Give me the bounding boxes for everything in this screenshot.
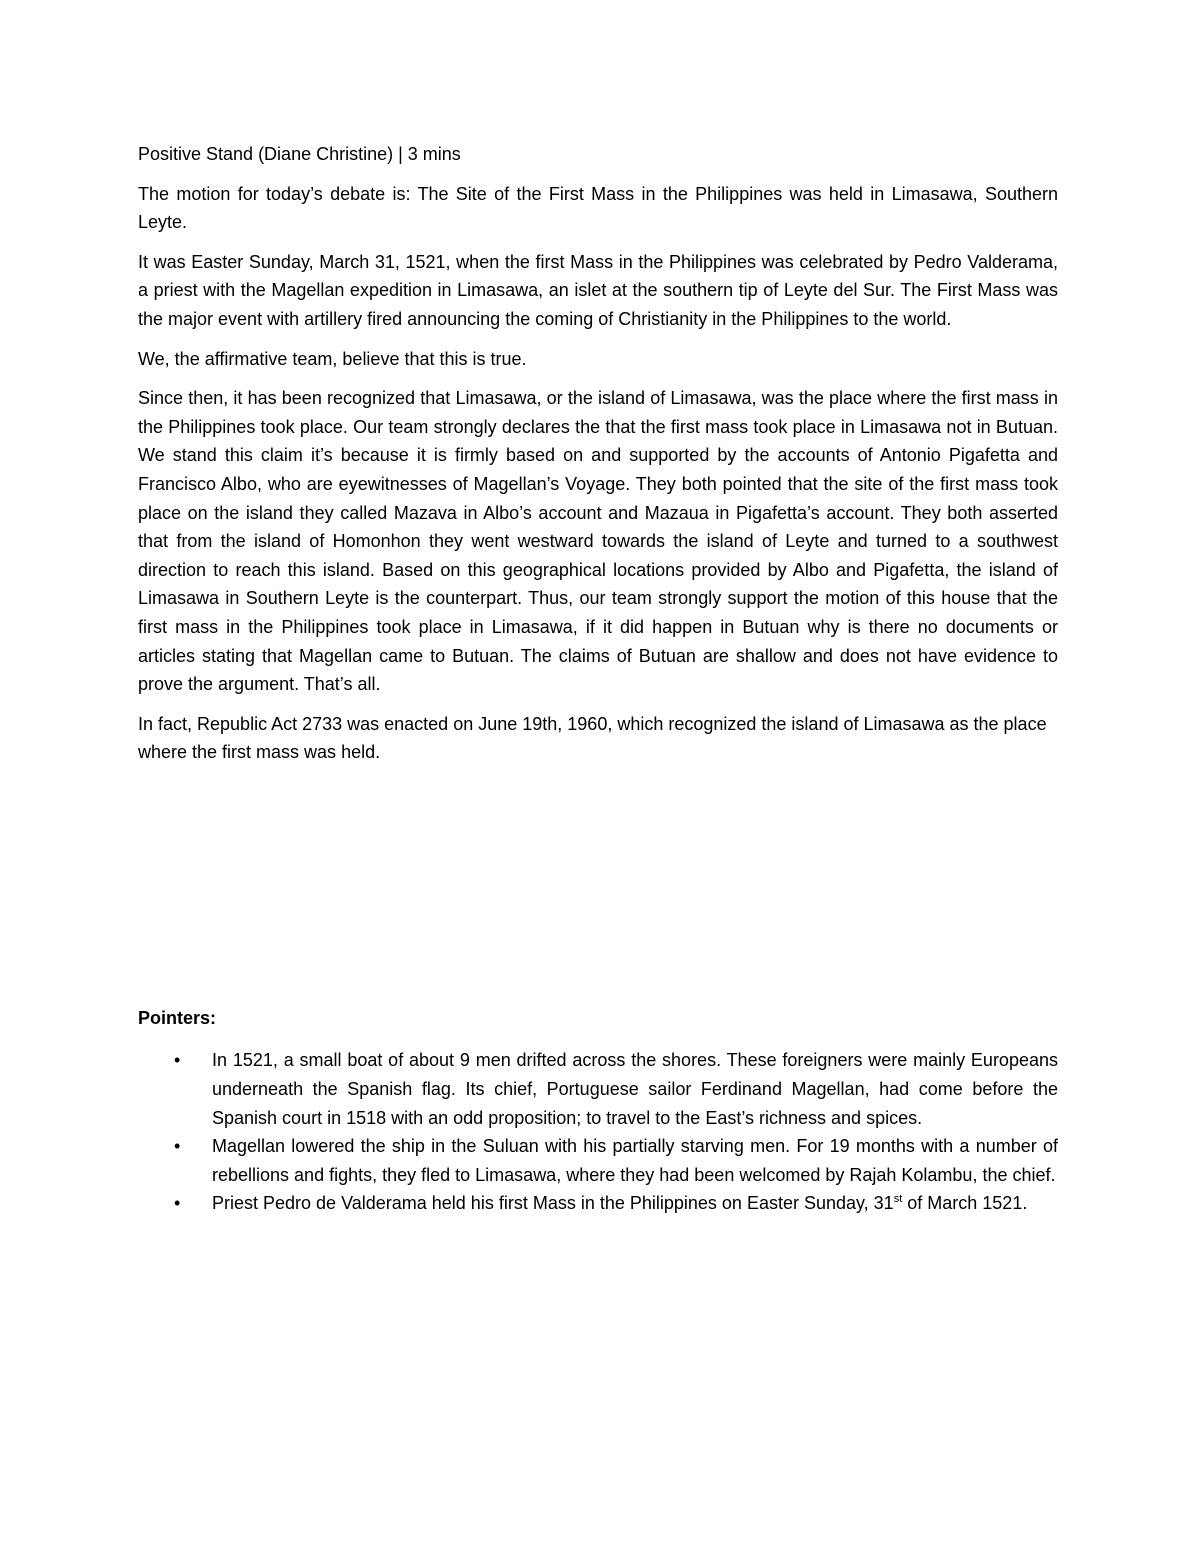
pointers-title: Pointers:	[138, 1007, 217, 1028]
paragraph-affirmative: We, the affirmative team, believe that this is true.	[138, 348, 527, 369]
paragraph-motion: The motion for today’s debate is: The Site of the First Mass in the Philippines was held in Limasawa, Southern Leyte.	[138, 183, 1058, 233]
pointer-text	[212, 1193, 1027, 1213]
list-item	[138, 1046, 1058, 1132]
ordinal-superscript: st	[893, 1193, 903, 1206]
pointer-text: In 1521, a small boat of about 9 men drifted across the shores. These foreigners were mainly Europeans underneath the Spanish flag. Its chief, Portuguese sailor Ferdinand Magellan, had come before the Spanish court in 1518 with an odd proposition; to travel to the East’s richness and spices.	[212, 1050, 1058, 1128]
paragraph-argument: Since then, it has been recognized that Limasawa, or the island of Limasawa, was the place where the first mass in the Philippines took place. Our team strongly declares the that the first mass took place in Limasawa not in Butuan. We stand this claim it’s because it is firmly based on and supported by the accounts of Antonio Pigafetta and Francisco Albo, who are eyewitnesses of Magellan’s Voyage. They both pointed that the site of the first mass took place on the island they called Mazava in Albo’s account and Mazaua in Pigafetta’s account. They both asserted that from the island of Homonhon they went westward towards the island of Leyte and turned to a southwest direction to reach this island. Based on this geographical locations provided by Albo and Pigafetta, the island of Limasawa in Southern Leyte is the counterpart. Thus, our team strongly support the motion of this house that the first mass in the Philippines took place in Limasawa, if it did happen in Butuan why is there no documents or articles stating that Magellan came to Butuan. The claims of Butuan are shallow and does not have evidence to prove the argument. That’s all.	[138, 388, 1058, 695]
pointer-text-after: of March 1521.	[902, 1193, 1028, 1214]
document-page	[138, 140, 1058, 1218]
paragraph-easter-sunday: It was Easter Sunday, March 31, 1521, when the first Mass in the Philippines was celebrated by Pedro Valderama, a priest with the Magellan expedition in Limasawa, an islet at the southern tip of Leyte del Sur. The First Mass was the major event with artillery fired announcing the coming of Christianity in the Philippines to the world.	[138, 251, 1058, 329]
list-item	[138, 1132, 1058, 1189]
pointer-text: Magellan lowered the ship in the Suluan with his partially starving men. For 19 months with a number of rebellions and fights, they fled to Limasawa, where they had been welcomed by Rajah Kolambu, the chief.	[212, 1136, 1058, 1185]
bullet-icon: •	[174, 1136, 181, 1157]
pointer-text-before: Priest Pedro de Valderama held his first Mass in the Philippines on Easter Sunday, 31	[212, 1193, 894, 1214]
bullet-icon: •	[174, 1193, 181, 1214]
pointers-list	[138, 1046, 1058, 1218]
bullet-icon: •	[174, 1050, 181, 1071]
document-heading: Positive Stand (Diane Christine) | 3 mins	[138, 144, 461, 164]
list-item	[138, 1189, 1058, 1218]
paragraph-republic-act: In fact, Republic Act 2733 was enacted on June 19th, 1960, which recognized the island of Limasawa as the place where the first mass was held.	[138, 713, 1047, 763]
blank-space	[138, 778, 1058, 1004]
